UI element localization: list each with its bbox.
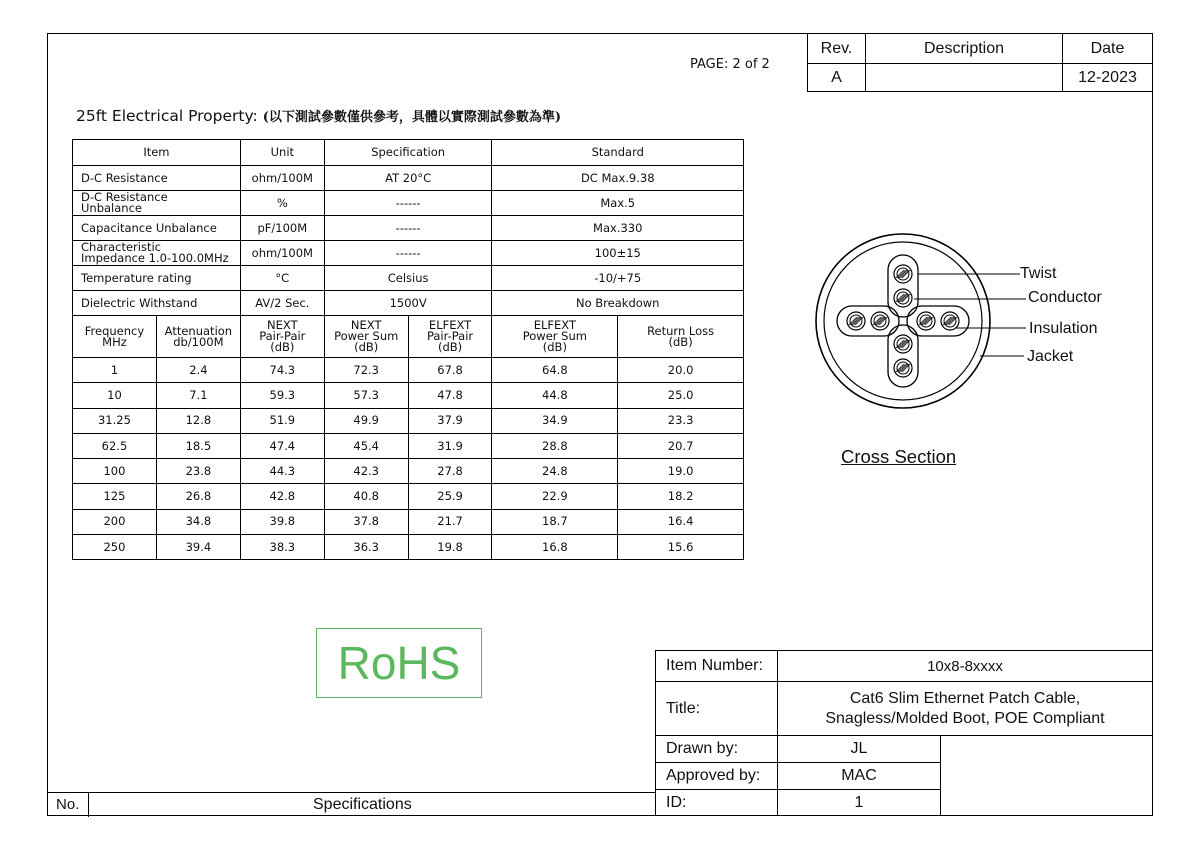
title-line-2: Snagless/Molded Boot, POE Compliant — [825, 709, 1105, 727]
item-number-label: Item Number: — [656, 651, 778, 682]
item-cell: Characteristic Impedance 1.0-100.0MHz — [73, 241, 241, 266]
frequency-cell: 28.8 — [492, 433, 618, 458]
frequency-row — [73, 484, 744, 509]
frequency-header-cell: ELFEXT Pair-Pair (dB) — [408, 316, 492, 358]
twist-label: Twist — [1020, 265, 1057, 282]
frequency-cell: 27.8 — [408, 459, 492, 484]
frequency-header-cell: NEXT Pair-Pair (dB) — [240, 316, 324, 358]
item-cell: Dielectric Withstand — [73, 291, 241, 316]
electrical-spec-table — [72, 139, 744, 560]
frequency-cell: 31.25 — [73, 408, 157, 433]
frequency-header-cell: Return Loss (dB) — [618, 316, 744, 358]
specification-cell: ------ — [324, 216, 492, 241]
frequency-cell: 39.8 — [240, 509, 324, 534]
jacket-label: Jacket — [1027, 348, 1074, 365]
spec-header-row — [73, 140, 744, 166]
frequency-cell: 20.7 — [618, 433, 744, 458]
spec-row — [73, 291, 744, 316]
frequency-row — [73, 383, 744, 408]
frequency-cell: 100 — [73, 459, 157, 484]
item-header: Item — [73, 140, 241, 166]
frequency-cell: 72.3 — [324, 358, 408, 383]
frequency-cell: 12.8 — [156, 408, 240, 433]
pair-bottom-twist — [888, 325, 918, 387]
frequency-cell: 18.2 — [618, 484, 744, 509]
frequency-cell: 57.3 — [324, 383, 408, 408]
frequency-cell: 21.7 — [408, 509, 492, 534]
rohs-mark: RoHS — [316, 628, 482, 698]
frequency-cell: 40.8 — [324, 484, 408, 509]
heading-note: (以下測試參數僅供參考，具體以實際測試參數為準) — [262, 110, 562, 125]
footer-specifications-label: Specifications — [313, 796, 412, 813]
page-number: PAGE: 2 of 2 — [690, 57, 770, 72]
frequency-cell: 51.9 — [240, 408, 324, 433]
frequency-row — [73, 535, 744, 560]
standard-cell: DC Max.9.38 — [492, 166, 744, 191]
frequency-cell: 45.4 — [324, 433, 408, 458]
section-heading — [76, 106, 561, 125]
frequency-cell: 26.8 — [156, 484, 240, 509]
description-header: Description — [866, 34, 1063, 64]
specification-header: Specification — [324, 140, 492, 166]
footer-row — [47, 792, 655, 817]
cross-section-title: Cross Section — [841, 446, 957, 467]
item-number-value: 10x8-8xxxx — [778, 651, 1153, 682]
title-block-blank — [941, 736, 1153, 816]
frequency-cell: 62.5 — [73, 433, 157, 458]
frequency-cell: 200 — [73, 509, 157, 534]
approved-by-value: MAC — [778, 763, 941, 790]
frequency-header-cell: Frequency MHz — [73, 316, 157, 358]
revision-block — [807, 33, 1153, 92]
frequency-cell: 37.9 — [408, 408, 492, 433]
approved-by-label: Approved by: — [656, 763, 778, 790]
frequency-cell: 36.3 — [324, 535, 408, 560]
frequency-row — [73, 408, 744, 433]
frequency-cell: 47.4 — [240, 433, 324, 458]
frequency-cell: 25.9 — [408, 484, 492, 509]
frequency-cell: 44.3 — [240, 459, 324, 484]
spec-row — [73, 241, 744, 266]
frequency-row — [73, 433, 744, 458]
frequency-cell: 42.8 — [240, 484, 324, 509]
standard-header: Standard — [492, 140, 744, 166]
title-value — [778, 682, 1153, 736]
frequency-cell: 23.3 — [618, 408, 744, 433]
frequency-cell: 250 — [73, 535, 157, 560]
unit-cell: ohm/100M — [240, 241, 324, 266]
specification-cell: 1500V — [324, 291, 492, 316]
standard-cell: Max.330 — [492, 216, 744, 241]
frequency-cell: 22.9 — [492, 484, 618, 509]
unit-cell: °C — [240, 266, 324, 291]
frequency-cell: 39.4 — [156, 535, 240, 560]
specification-cell: AT 20°C — [324, 166, 492, 191]
title-line-1: Cat6 Slim Ethernet Patch Cable, — [849, 689, 1081, 707]
frequency-cell: 19.8 — [408, 535, 492, 560]
frequency-cell: 64.8 — [492, 358, 618, 383]
frequency-cell: 125 — [73, 484, 157, 509]
frequency-cell: 37.8 — [324, 509, 408, 534]
id-value: 1 — [778, 790, 941, 816]
spec-row — [73, 216, 744, 241]
frequency-cell: 18.5 — [156, 433, 240, 458]
description-value — [866, 64, 1063, 92]
title-block — [655, 650, 1153, 816]
unit-cell: pF/100M — [240, 216, 324, 241]
unit-cell: AV/2 Sec. — [240, 291, 324, 316]
frequency-cell: 24.8 — [492, 459, 618, 484]
drawn-by-label: Drawn by: — [656, 736, 778, 763]
heading-main: 25ft Electrical Property: — [76, 107, 258, 125]
specification-cell: Celsius — [324, 266, 492, 291]
standard-cell: No Breakdown — [492, 291, 744, 316]
frequency-cell: 1 — [73, 358, 157, 383]
frequency-cell: 25.0 — [618, 383, 744, 408]
frequency-cell: 47.8 — [408, 383, 492, 408]
frequency-cell: 59.3 — [240, 383, 324, 408]
pair-left-twist — [837, 306, 899, 336]
standard-cell: -10/+75 — [492, 266, 744, 291]
id-label: ID: — [656, 790, 778, 816]
frequency-cell: 44.8 — [492, 383, 618, 408]
frequency-header-cell: Attenuation db/100M — [156, 316, 240, 358]
drawn-by-value: JL — [778, 736, 941, 763]
date-value: 12-2023 — [1063, 64, 1153, 92]
footer-no-label: No. — [47, 793, 89, 817]
frequency-cell: 16.4 — [618, 509, 744, 534]
spec-row — [73, 266, 744, 291]
spec-row — [73, 191, 744, 216]
frequency-cell: 10 — [73, 383, 157, 408]
unit-cell: ohm/100M — [240, 166, 324, 191]
frequency-cell: 67.8 — [408, 358, 492, 383]
conductor-label: Conductor — [1028, 289, 1102, 306]
standard-cell: Max.5 — [492, 191, 744, 216]
insulation-label: Insulation — [1029, 320, 1098, 337]
rev-value: A — [808, 64, 866, 92]
frequency-cell: 49.9 — [324, 408, 408, 433]
specification-cell: ------ — [324, 191, 492, 216]
standard-cell: 100±15 — [492, 241, 744, 266]
frequency-cell: 31.9 — [408, 433, 492, 458]
unit-header: Unit — [240, 140, 324, 166]
frequency-cell: 18.7 — [492, 509, 618, 534]
frequency-row — [73, 509, 744, 534]
frequency-header-row — [73, 316, 744, 358]
title-label: Title: — [656, 682, 778, 736]
item-cell: Temperature rating — [73, 266, 241, 291]
pair-right-twist — [907, 306, 969, 336]
frequency-cell: 16.8 — [492, 535, 618, 560]
frequency-row — [73, 459, 744, 484]
frequency-cell: 19.0 — [618, 459, 744, 484]
frequency-cell: 15.6 — [618, 535, 744, 560]
item-cell: Capacitance Unbalance — [73, 216, 241, 241]
item-cell: D-C Resistance Unbalance — [73, 191, 241, 216]
unit-cell: % — [240, 191, 324, 216]
pair-top-twist — [888, 255, 918, 317]
frequency-cell: 34.9 — [492, 408, 618, 433]
frequency-cell: 38.3 — [240, 535, 324, 560]
frequency-cell: 42.3 — [324, 459, 408, 484]
item-cell: D-C Resistance — [73, 166, 241, 191]
frequency-cell: 2.4 — [156, 358, 240, 383]
frequency-cell: 20.0 — [618, 358, 744, 383]
frequency-cell: 34.8 — [156, 509, 240, 534]
specification-cell: ------ — [324, 241, 492, 266]
frequency-row — [73, 358, 744, 383]
frequency-cell: 74.3 — [240, 358, 324, 383]
jacket-outer-circle — [816, 234, 990, 408]
frequency-header-cell: ELFEXT Power Sum (dB) — [492, 316, 618, 358]
frequency-header-cell: NEXT Power Sum (dB) — [324, 316, 408, 358]
frequency-cell: 23.8 — [156, 459, 240, 484]
date-header: Date — [1063, 34, 1153, 64]
frequency-cell: 7.1 — [156, 383, 240, 408]
rev-header: Rev. — [808, 34, 866, 64]
spec-row — [73, 166, 744, 191]
